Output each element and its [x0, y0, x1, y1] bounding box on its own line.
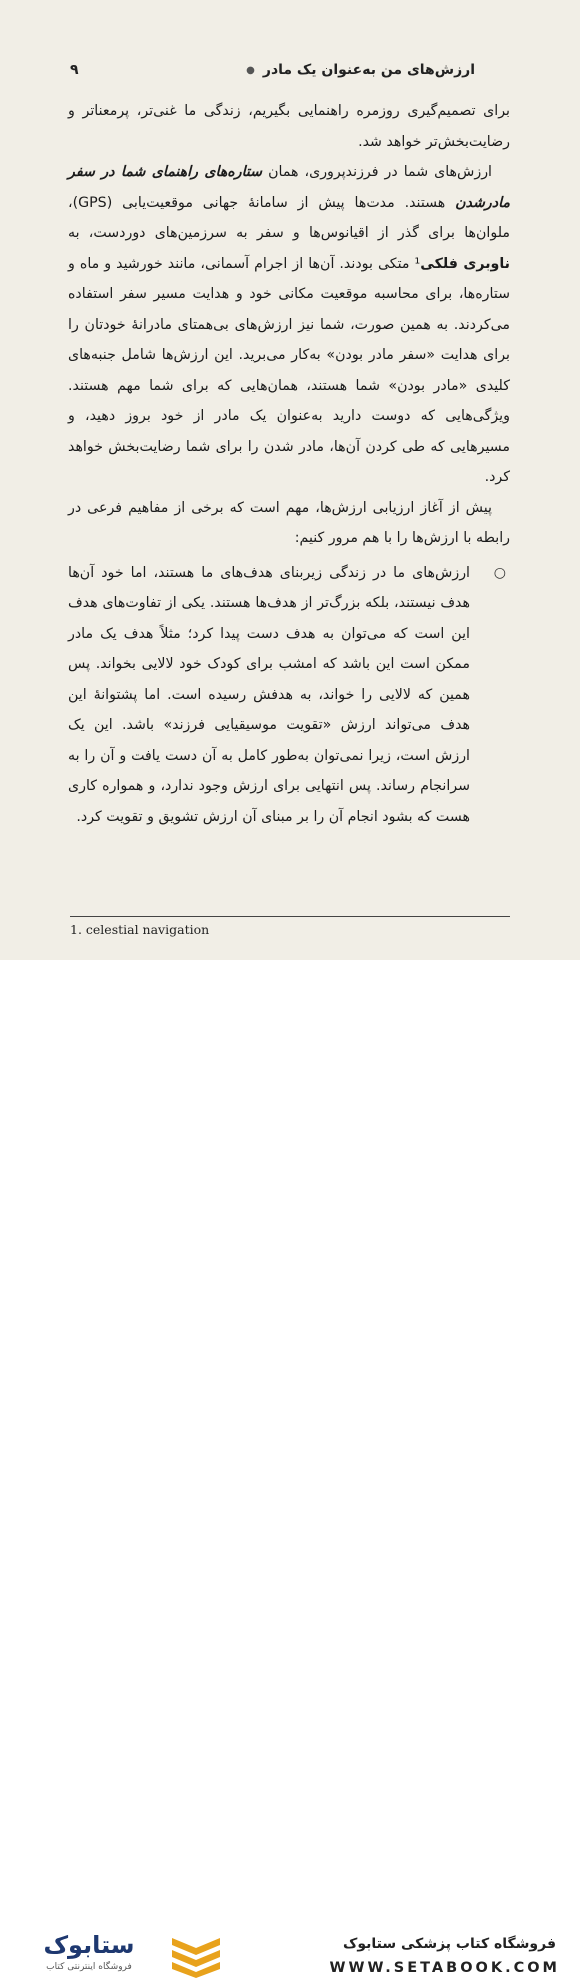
bullet-text: ارزش‌های ما در زندگی زیربنای هدف‌های ما هستند، اما خود آن‌ها هدف نیستند، بلکه بزرگ‌تر از هدف‌ها هستند. یکی از تفاوت‌های هدف این است که می‌توان به هدف دست پیدا کرد؛ مثلاً هدف یک مادر ممکن است این باشد که امشب برای کودک خود لالایی بخواند. پس همین که لالایی را خواند، به هدفش رسیده است. اما پشتوانهٔ این هدف می‌تواند ارزش «تقویت موسیقیایی فرزند» باشد. این یک ارزش است، زیرا نمی‌توان به‌طور کامل به آن دست یافت و آن را به سرانجام رساند. پس انتهایی برای ارزش وجود ندارد، و همواره کاری هست که بشود انجام آن را بر مبنای آن ارزش تشویق و تقویت کرد.: [68, 564, 470, 825]
paragraph-2-text-a: ارزش‌های شما در فرزندپروری، همان: [262, 164, 492, 180]
paragraph-2: [68, 157, 510, 493]
paragraph-1: برای تصمیم‌گیری روزمره راهنمایی بگیریم، زندگی ما غنی‌تر، پرمعناتر و رضایت‌بخش‌تر خواهد شد.: [68, 103, 510, 150]
circle-bullet-icon: ○: [493, 564, 506, 581]
page-header: [70, 58, 475, 82]
logo-wordmark: ستابوک: [43, 1931, 135, 1959]
header-separator-icon: ●: [246, 64, 255, 76]
logo-tagline: فروشگاه اینترنتی کتاب: [46, 1962, 132, 1972]
paragraph-3: پیش از آغاز ارزیابی ارزش‌ها، مهم است که برخی از مفاهیم فرعی در رابطه با ارزش‌ها را با هم مرور کنیم:: [68, 499, 510, 546]
page-number: ۹: [70, 62, 79, 78]
store-banner: [0, 960, 580, 1976]
book-stack-icon: [168, 1932, 224, 1978]
body-text: [68, 96, 510, 832]
paragraph-2-emphasis-b: ناوبری فلکی: [420, 255, 510, 272]
paragraph-2-emphasis-a: ستاره‌های راهنمای شما در سفر مادرشدن: [68, 164, 510, 211]
footnote: 1. celestial navigation: [70, 922, 210, 937]
paragraph-2-text-b: هستند. مدت‌ها پیش از سامانهٔ جهانی موقعیت‌یابی (GPS)، ملوان‌ها برای گذر از اقیانوس‌ها و سفر به سرزمین‌های دوردست، به: [68, 194, 510, 241]
list-item: [68, 558, 510, 833]
book-page: [0, 0, 580, 960]
store-logo: [14, 1930, 164, 1974]
store-url[interactable]: WWW.SETABOOK.COM: [329, 1960, 560, 1976]
store-name: فروشگاه کتاب پزشکی ستابوک: [343, 1936, 556, 1952]
running-title: ارزش‌های من به‌عنوان یک مادر: [262, 62, 475, 78]
paragraph-2-text-c: ¹ متکی بودند. آن‌ها از اجرام آسمانی، مانند خورشید و ماه و ستاره‌ها، برای محاسبه موقعیت مکانی خود و هدایت مسیر سفر استفاده می‌کردند. به همین صورت، شما نیز ارزش‌های بی‌همتای مادرانهٔ خودتان را برای هدایت «سفر مادر بودن» به‌کار می‌برید. این ارزش‌ها شامل جنبه‌های کلیدی «مادر بودن» شما هستند، همان‌هایی که برای شما مهم هستند. ویژگی‌هایی که دوست دارید به‌عنوان یک مادر از خود بروز دهید، و مسیرهایی که طی کردن آن‌ها، مادر شدن را برای شما رضایت‌بخش خواهد کرد.: [68, 255, 510, 485]
footnote-divider: [70, 916, 510, 917]
